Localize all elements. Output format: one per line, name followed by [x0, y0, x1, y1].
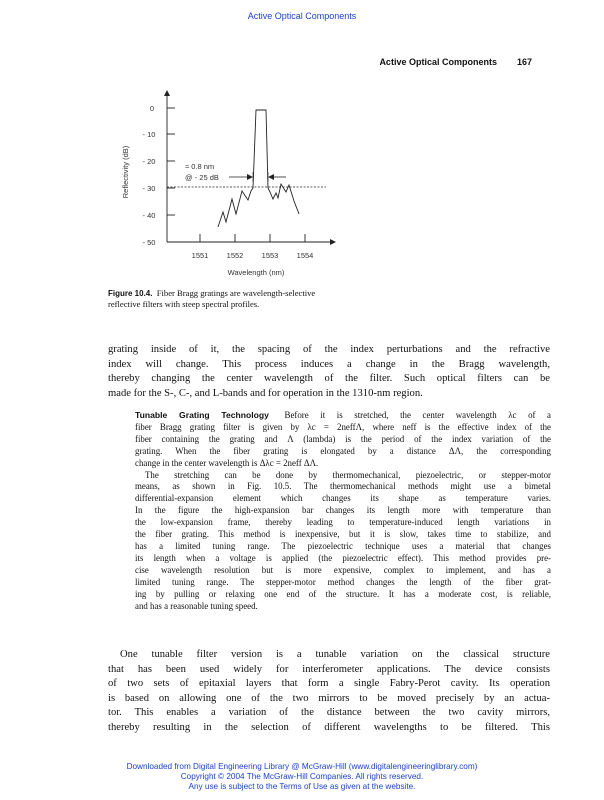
- text-line: fiber containing the grating and Λ (lambda) is the period of the index variation of the: [135, 433, 551, 444]
- running-title: Active Optical Components: [379, 57, 497, 67]
- text-line: made for the S-, C-, and L-bands and for operation in the 1310-nm region.: [108, 387, 423, 399]
- text-line: grating inside of it, the spacing of the index perturbations and the refractive: [108, 344, 550, 355]
- y-tick-label: - 30: [142, 184, 156, 193]
- text-line: index will change. This process induces a change in the Bragg wavelength,: [108, 358, 550, 370]
- y-tick-label: - 10: [142, 130, 156, 139]
- reflectivity-chart: [108, 88, 348, 288]
- text-line: the low-expansion frame, thereby leading to temperature-induced length variations in: [135, 517, 551, 528]
- text-line: and has a reasonable tuning speed.: [135, 600, 258, 611]
- text-line: its length when a voltage is applied (the piezoelectric effect). This method provides pre-: [135, 552, 551, 563]
- text-line: the fiber grating. This method is inexpensive, but it is slow, takes time to stabilize, and: [135, 529, 551, 540]
- text-line: grating. When the fiber grating is elongated by a distance ΔΛ, the corresponding: [135, 445, 551, 456]
- y-tick-label: - 20: [142, 157, 156, 166]
- x-tick-label: 1551: [191, 251, 209, 260]
- paragraph-fabry-perot: [108, 648, 550, 736]
- footer-download-link[interactable]: Downloaded from Digital Engineering Library @ McGraw-Hill (www.digitalengineeringlibrary.com): [126, 762, 478, 771]
- annotation-level: @ - 25 dB: [185, 173, 219, 182]
- text-line: In the figure the high-expansion bar changes its length more with temperature than: [135, 505, 551, 516]
- paragraph-grating: [108, 343, 550, 401]
- text-line: change in the center wavelength is Δλc = 2neff ΔΛ.: [135, 457, 319, 468]
- y-tick-label: - 40: [142, 211, 156, 220]
- running-header: [379, 57, 532, 67]
- y-axis-arrow: [164, 90, 170, 96]
- section-tunable-grating: [135, 410, 551, 612]
- x-tick-label: 1552: [226, 251, 244, 260]
- banner-title: Active Optical Components: [247, 11, 357, 21]
- text-line: cise wavelength resolution but is more expensive, complex to implement, and has a: [135, 564, 551, 575]
- text-line: is based on allowing one of the two mirrors to be moved precisely by an actua-: [108, 692, 550, 704]
- text-line: of two sets of epitaxial layers that form a single Fabry-Perot cavity. Its operation: [108, 678, 550, 690]
- text-line-content: Before it is stretched, the center wavelength λc of a: [284, 410, 551, 420]
- x-axis-title: Wavelength (nm): [227, 268, 285, 277]
- footer-terms[interactable]: Any use is subject to the Terms of Use as given at the website.: [188, 782, 416, 792]
- text-line: fiber Bragg grating filter is given by λc = 2neffΛ, where neff is the effective index of the: [135, 421, 551, 432]
- caption-label: Figure 10.4.: [108, 289, 153, 298]
- section-heading: Tunable Grating Technology: [135, 410, 269, 420]
- figure-reflectivity-plot: [108, 88, 348, 288]
- text-line: means, as shown in Fig. 10.5. The thermomechanical methods might use a bimetal: [135, 481, 551, 492]
- annotation-bandwidth: ≈ 0.8 nm: [185, 162, 215, 171]
- text-line: ing by pulling or relaxing one end of the structure. It has a moderate cost, is reliable,: [135, 588, 551, 599]
- y-tick-label: 0: [149, 104, 155, 113]
- text-line: [135, 410, 551, 422]
- arrow-left-head: [247, 174, 253, 180]
- reflectivity-curve: [218, 110, 299, 227]
- y-tick-label: - 50: [142, 238, 156, 247]
- x-tick-label: 1553: [261, 251, 279, 260]
- figure-caption: [108, 288, 340, 309]
- text-line: tor. This enables a variation of the distance between the two cavity mirrors,: [108, 707, 550, 719]
- text-line: that has been used widely for interferometer applications. The device consists: [108, 663, 550, 675]
- x-tick-label: 1554: [296, 251, 314, 260]
- text-line: thereby changing the center wavelength of the filter. Such optical filters can be: [108, 373, 550, 385]
- download-footer: [0, 762, 604, 793]
- text-line: The stretching can be done by thermomechanical, piezoelectric, or stepper-motor: [145, 469, 551, 480]
- caption-text: Fiber Bragg gratings are wavelength-selective reflective filters with steep spectral profiles.: [108, 288, 316, 309]
- text-line: thereby resulting in the selection of different wavelengths to be filtered. This: [108, 721, 550, 733]
- page-number: 167: [516, 57, 532, 67]
- y-axis-title: Reflectivity (dB): [121, 145, 130, 199]
- text-line: limited tuning range. The stepper-motor method changes the length of the fiber grat-: [135, 576, 551, 587]
- text-line: One tunable filter version is a tunable variation on the classical structure: [120, 649, 550, 660]
- text-line: has a limited tuning range. The piezoelectric technique uses a material that changes: [135, 540, 551, 551]
- arrow-right-head: [268, 174, 274, 180]
- x-axis-arrow: [330, 239, 336, 245]
- text-line: differential-expansion element which changes its shape as temperature varies.: [135, 493, 551, 504]
- footer-copyright: Copyright © 2004 The McGraw-Hill Companies. All rights reserved.: [180, 772, 424, 782]
